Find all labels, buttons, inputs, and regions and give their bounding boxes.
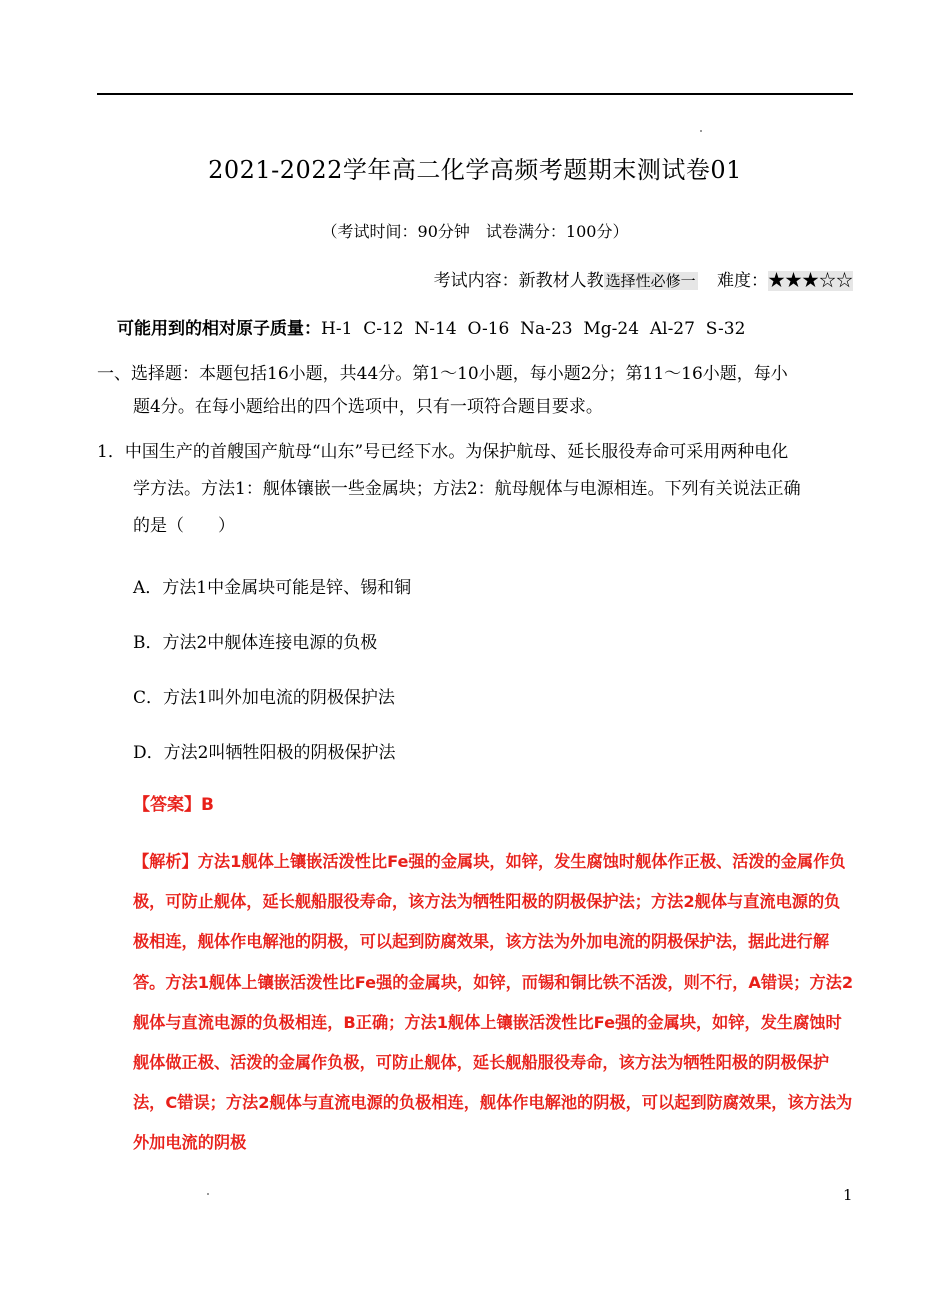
difficulty-stars: ★★★☆☆ bbox=[768, 271, 853, 291]
analysis-text: 【解析】方法1舰体上镶嵌活泼性比Fe强的金属块，如锌，发生腐蚀时舰体作正极、活泼的金属作负极，可防止舰体，延长舰船服役寿命，该方法为牺牲阳极的阴极保护法；方法2舰体与直流电源的负极相连，舰体作电解池的阴极，可以起到防腐效果，该方法为外加电流的阴极保护法，据此进行解答。方法1舰体上镶嵌活泼性比Fe强的金属块，如锌，而锡和铜比铁不活泼，则不行，A错误；方法2舰体与直流电源的负极相连，B正确；方法1舰体上镶嵌活泼性比Fe强的金属块，如锌，发生腐蚀时舰体做正极、活泼的金属作负极，可防止舰体，延长舰船服役寿命，该方法为牺牲阳极的阴极保护法，C错误；方法2舰体与直流电源的负极相连，舰体作电解池的阴极，可以起到防腐效果，该方法为外加电流的阴极 bbox=[133, 852, 854, 1153]
speck-mark bbox=[207, 1193, 209, 1195]
option-a: A．方法1中金属块可能是锌、锡和铜 bbox=[133, 578, 412, 598]
speck-mark bbox=[700, 130, 702, 132]
answer: 【答案】B bbox=[133, 795, 214, 815]
section-line: 一、选择题：本题包括16小题，共44分。第1～10小题，每小题2分；第11～16小题，每小 bbox=[97, 364, 788, 384]
page-number: 1 bbox=[843, 1186, 853, 1204]
question-stem-line: 的是（ ） bbox=[133, 516, 235, 536]
masses-label: 可能用到的相对原子质量： bbox=[117, 319, 321, 339]
page-title: 2021-2022学年高二化学高频考题期末测试卷01 bbox=[208, 156, 742, 184]
header-rule bbox=[97, 93, 853, 95]
option-c: C．方法1叫外加电流的阴极保护法 bbox=[133, 688, 395, 708]
question-stem-line: 1．中国生产的首艘国产航母“山东”号已经下水。为保护航母、延长服役寿命可采用两种电化 bbox=[97, 442, 789, 462]
section-line: 题4分。在每小题给出的四个选项中，只有一项符合题目要求。 bbox=[133, 397, 603, 417]
option-d: D．方法2叫牺牲阳极的阴极保护法 bbox=[133, 743, 396, 763]
scope-highlight: 选择性必修一 bbox=[605, 272, 696, 290]
question-1 bbox=[97, 434, 853, 545]
exam-meta: （考试时间：90分钟 试卷满分：100分） bbox=[321, 222, 629, 241]
atomic-masses bbox=[117, 314, 745, 339]
exam-scope bbox=[434, 266, 853, 291]
difficulty-label: 难度： bbox=[717, 271, 768, 291]
section-heading bbox=[97, 358, 853, 424]
option-b: B．方法2中舰体连接电源的负极 bbox=[133, 633, 378, 653]
scope-label: 考试内容：新教材人教 bbox=[433, 271, 604, 291]
question-stem-line: 学方法。方法1：舰体镶嵌一些金属块；方法2：航母舰体与电源相连。下列有关说法正确 bbox=[133, 479, 801, 499]
masses-values: H-1 C-12 N-14 O-16 Na-23 Mg-24 Al-27 S-32 bbox=[321, 319, 746, 339]
